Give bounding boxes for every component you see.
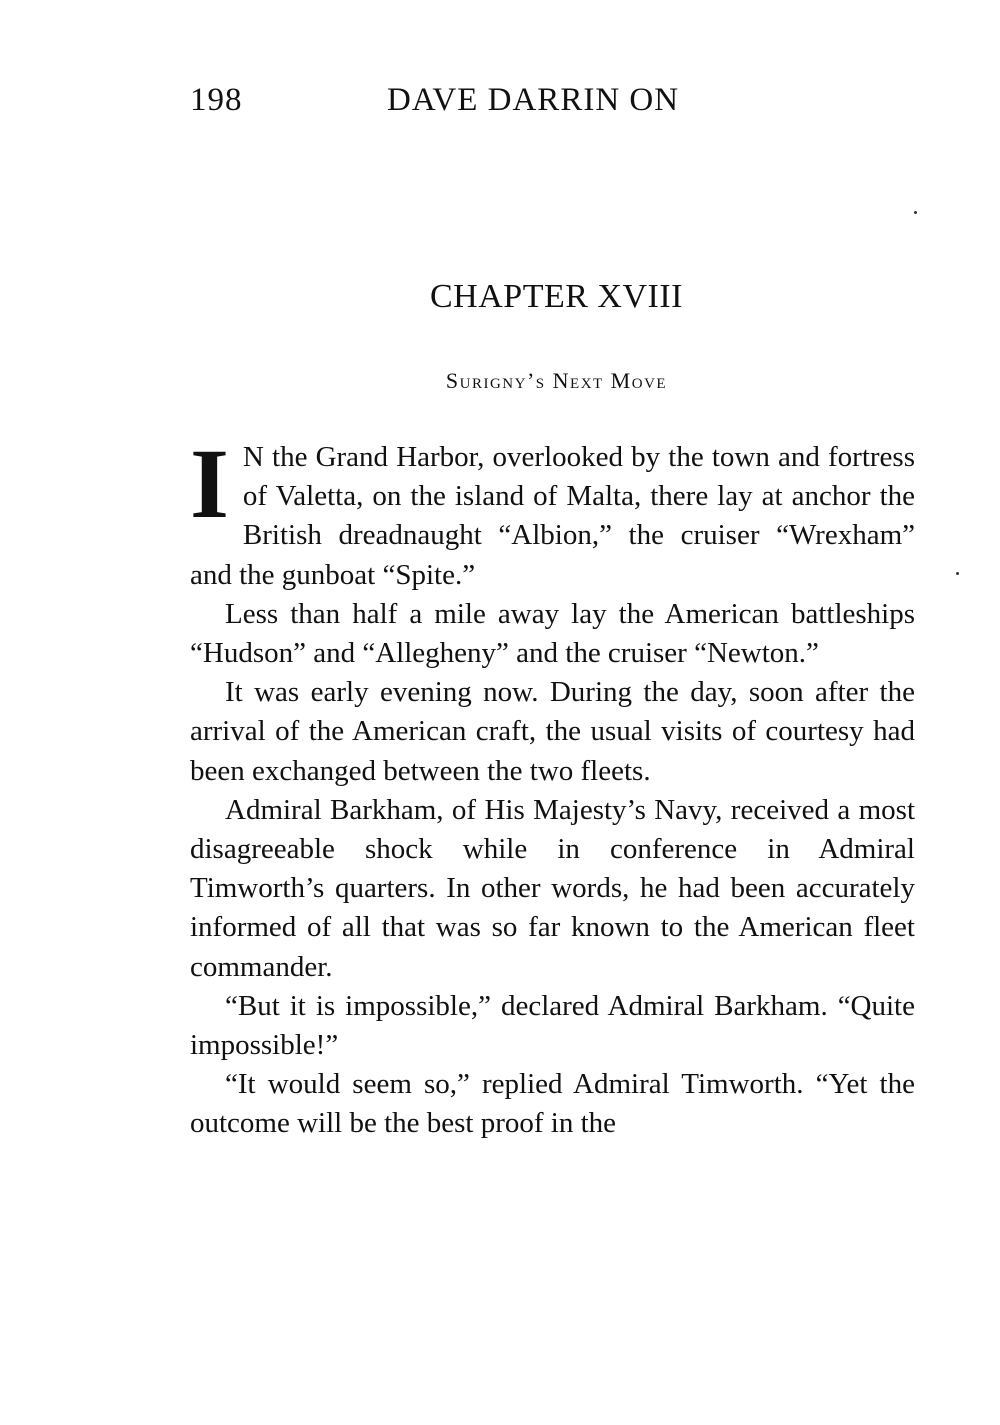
paragraph-6: “It would seem so,” replied Admiral Timworth. “Yet the outcome will be the best proof in the xyxy=(190,1068,915,1140)
running-head xyxy=(190,82,920,126)
page-number: 198 xyxy=(190,82,243,118)
running-title: DAVE DARRIN ON xyxy=(387,82,680,118)
scan-speck xyxy=(914,211,917,214)
drop-cap: I xyxy=(190,428,229,539)
paragraph-1-text: N the Grand Harbor, overlooked by the town and fortress of Valetta, on the island of Malta, there lay at anchor the British dreadnaught “Albion,” the cruiser “Wrexham” and the gunboat “Spite.” xyxy=(190,441,915,591)
chapter-text xyxy=(190,428,915,1144)
paragraph-5: “But it is impossible,” declared Admiral Barkham. “Quite impossible!” xyxy=(190,989,915,1062)
paragraph-3: It was early evening now. During the day, soon after the arrival of the American craft, the usual visits of courtesy had been exchanged between the two fleets. xyxy=(190,676,915,787)
chapter-title: CHAPTER XVIII xyxy=(430,278,683,315)
paragraph-4: Admiral Barkham, of His Majesty’s Navy, received a most disagreeable shock while in conference in Admiral Timworth’s quarters. In other words, he had been accurately informed of all that was so far known to the American fleet commander. xyxy=(190,793,915,983)
scan-speck xyxy=(956,572,959,575)
chapter-subtitle: Surigny’s Next Move xyxy=(445,368,668,393)
paragraph-2: Less than half a mile away lay the American battleships “Hudson” and “Allegheny” and the cruiser “Newton.” xyxy=(190,597,915,670)
paragraph-1 xyxy=(190,428,915,595)
